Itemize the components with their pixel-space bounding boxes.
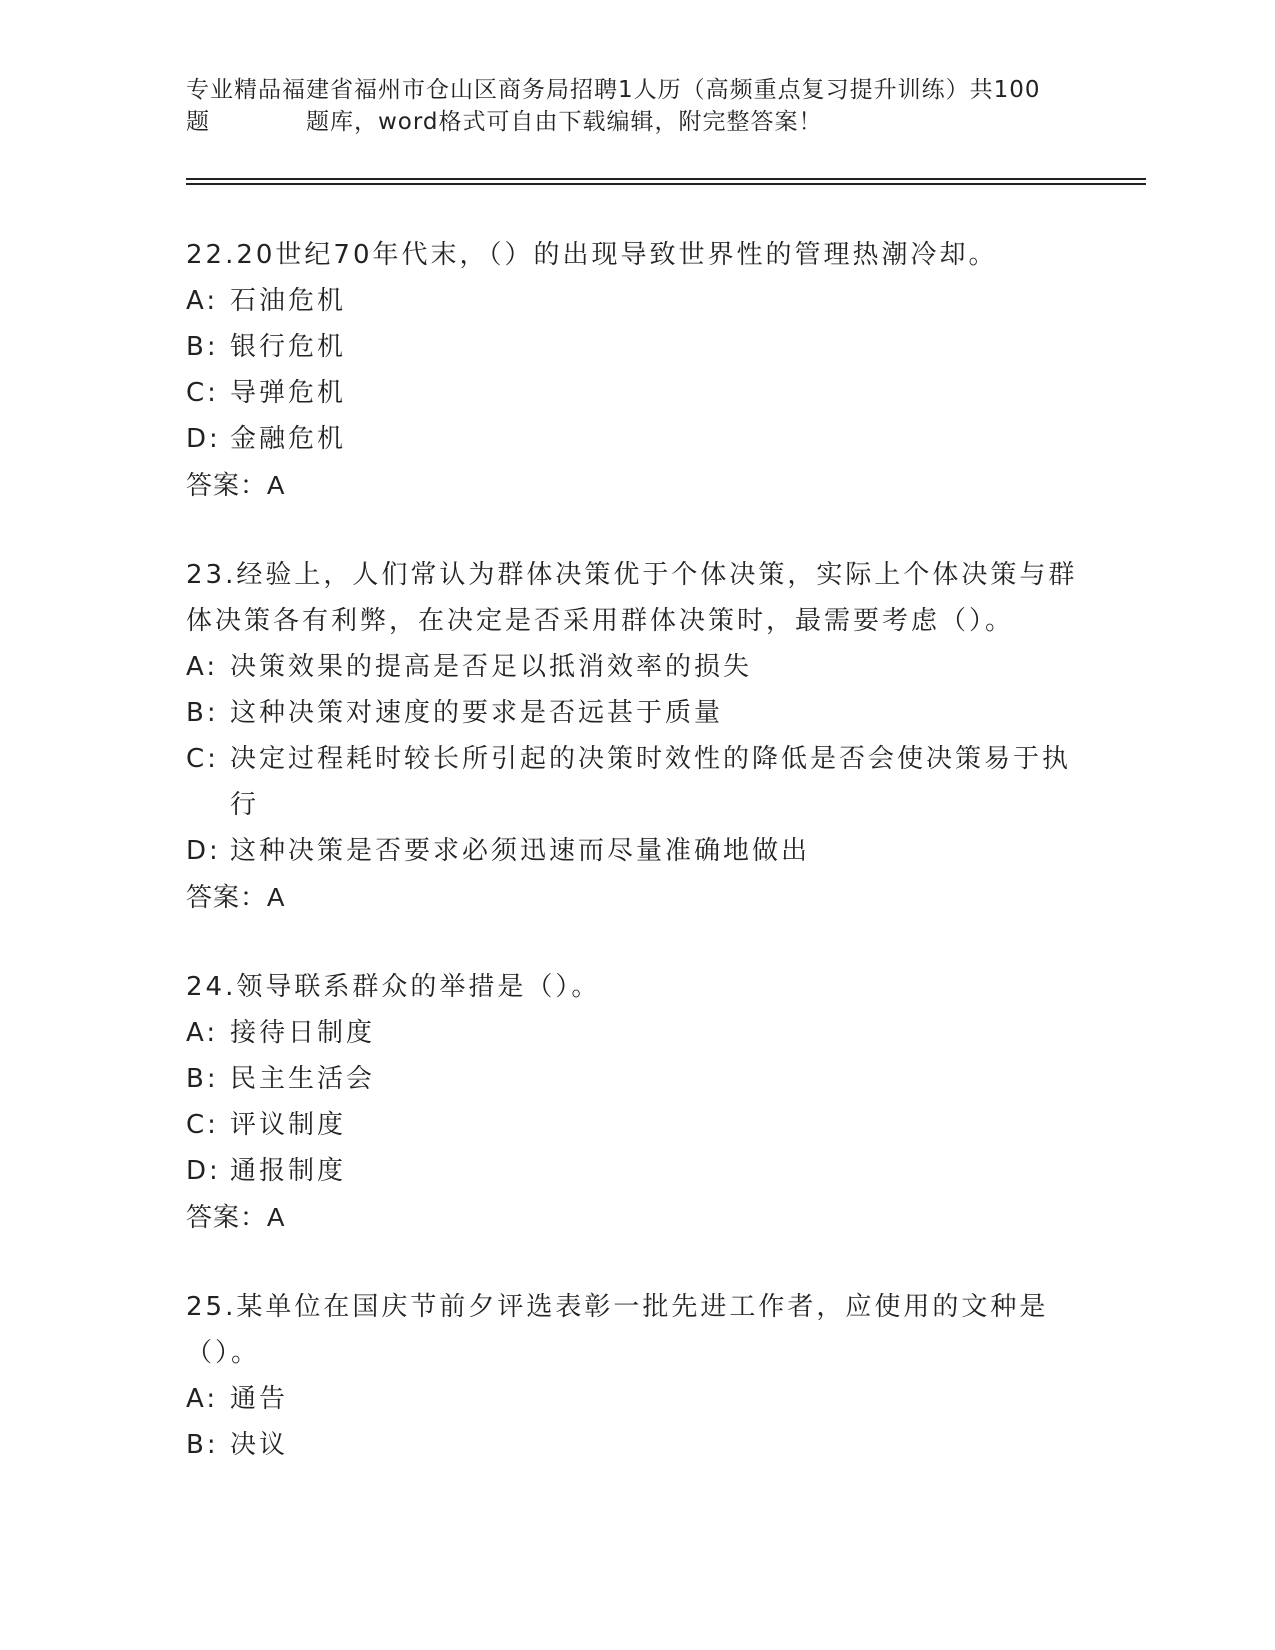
option-b	[186, 324, 1086, 370]
question-list	[186, 232, 1086, 1512]
header-divider-bottom	[186, 183, 1146, 185]
header-title-fragment: 题	[186, 109, 210, 135]
option-key: D:	[186, 1156, 221, 1186]
option-text: 通报制度	[230, 1156, 347, 1186]
option-key: B:	[186, 1064, 219, 1094]
option-text: 银行危机	[230, 332, 347, 362]
option-key: C:	[186, 744, 219, 774]
option-d	[186, 416, 1086, 462]
option-text: 这种决策是否要求必须迅速而尽量准确地做出	[230, 836, 811, 866]
question-23	[186, 552, 1086, 920]
question-22	[186, 232, 1086, 508]
option-c	[186, 370, 1086, 416]
option-a	[186, 1376, 1086, 1422]
question-text: 25.某单位在国庆节前夕评选表彰一批先进工作者，应使用的文种是（）。	[186, 1292, 1049, 1368]
header-title-line2	[186, 106, 1086, 138]
option-text: 评议制度	[230, 1110, 347, 1140]
document-header	[186, 74, 1086, 138]
answer-line: 答案：A	[186, 882, 286, 912]
answer-line: 答案：A	[186, 470, 286, 500]
option-text: 接待日制度	[230, 1018, 376, 1048]
option-key: A:	[186, 1018, 219, 1048]
header-divider-top	[186, 178, 1146, 180]
option-a	[186, 278, 1086, 324]
option-text: 决策效果的提高是否足以抵消效率的损失	[230, 652, 753, 682]
option-c	[186, 1102, 1086, 1148]
option-b	[186, 690, 1086, 736]
option-text: 导弹危机	[230, 378, 347, 408]
header-subtitle: 题库，word格式可自由下载编辑，附完整答案！	[306, 109, 823, 135]
option-key: B:	[186, 332, 219, 362]
option-b	[186, 1056, 1086, 1102]
option-key: A:	[186, 1384, 219, 1414]
option-a	[186, 644, 1086, 690]
option-text: 决议	[230, 1430, 289, 1460]
answer-line: 答案：A	[186, 1202, 286, 1232]
option-key: D:	[186, 424, 221, 454]
option-b	[186, 1422, 1086, 1468]
option-key: D:	[186, 836, 221, 866]
option-a	[186, 1010, 1086, 1056]
question-24	[186, 964, 1086, 1240]
question-text: 23.经验上，人们常认为群体决策优于个体决策，实际上个体决策与群体决策各有利弊，在决定是否采用群体决策时，最需要考虑（）。	[186, 560, 1078, 636]
header-title-line1: 专业精品福建省福州市仓山区商务局招聘1人历（高频重点复习提升训练）共100	[186, 77, 1041, 103]
option-key: C:	[186, 378, 219, 408]
question-text: 24.领导联系群众的举措是（）。	[186, 972, 601, 1002]
option-d	[186, 1148, 1086, 1194]
option-key: A:	[186, 652, 219, 682]
option-text: 这种决策对速度的要求是否远甚于质量	[230, 698, 724, 728]
option-text: 通告	[230, 1384, 289, 1414]
option-text: 石油危机	[230, 286, 347, 316]
question-text: 22.20世纪70年代末，（）的出现导致世界性的管理热潮冷却。	[186, 240, 998, 270]
option-c	[186, 736, 1086, 828]
question-25	[186, 1284, 1086, 1468]
option-text: 民主生活会	[230, 1064, 376, 1094]
option-key: B:	[186, 698, 219, 728]
option-d	[186, 828, 1086, 874]
option-key: C:	[186, 1110, 219, 1140]
option-text: 金融危机	[230, 424, 347, 454]
option-key: A:	[186, 286, 219, 316]
option-key: B:	[186, 1430, 219, 1460]
option-text: 决定过程耗时较长所引起的决策时效性的降低是否会使决策易于执行	[230, 744, 1072, 820]
